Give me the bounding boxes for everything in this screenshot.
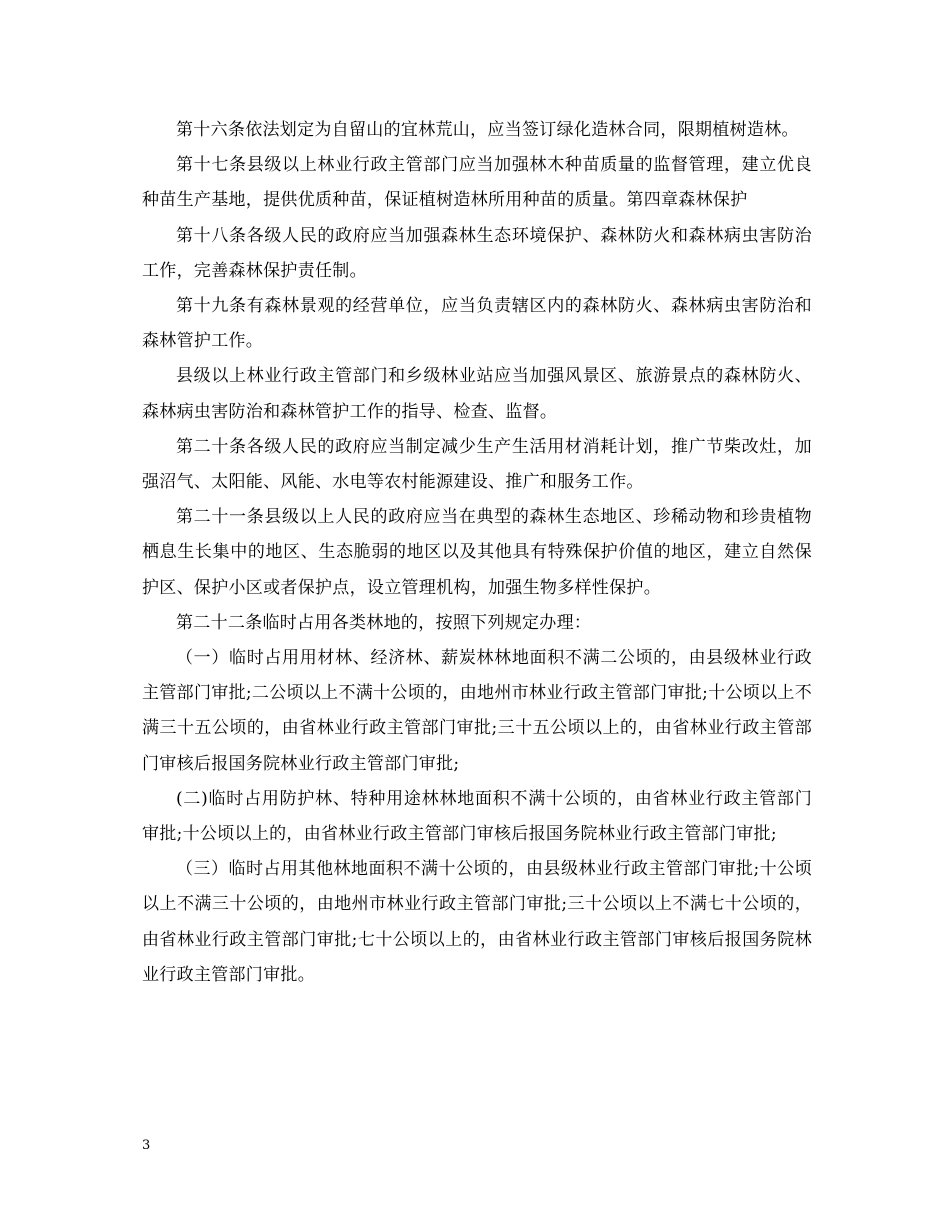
paragraph-article-19-cont: 县级以上林业行政主管部门和乡级林业站应当加强风景区、旅游景点的森林防火、森林病虫害防治和森林管护工作的指导、检查、监督。 bbox=[142, 366, 812, 422]
paragraph-article-22-item-2: (二)临时占用防护林、特种用途林林地面积不满十公顷的，由省林业行政主管部门审批;十公顷以上的，由省林业行政主管部门审核后报国务院林业行政主管部门审批; bbox=[142, 788, 812, 845]
paragraph-article-19: 第十九条有森林景观的经营单位，应当负责辖区内的森林防火、森林病虫害防治和森林管护工作。 bbox=[142, 296, 812, 352]
paragraph-article-22: 第二十二条临时占用各类林地的，按照下列规定办理： bbox=[176, 612, 592, 633]
paragraph-article-16: 第十六条依法划定为自留山的宜林荒山，应当签订绿化造林合同，限期植树造林。 bbox=[176, 120, 799, 140]
paragraph-article-18: 第十八条各级人民的政府应当加强森林生态环境保护、森林防火和森林病虫害防治工作，完善森林保护责任制。 bbox=[142, 225, 812, 281]
paragraph-article-17: 第十七条县级以上林业行政主管部门应当加强林木种苗质量的监督管理，建立优良种苗生产基地，提供优质种苗，保证植树造林所用种苗的质量。第四章森林保护 bbox=[142, 155, 812, 211]
paragraph-article-20: 第二十条各级人民的政府应当制定减少生产生活用材消耗计划，推广节柴改灶，加强沼气、太阳能、风能、水电等农村能源建设、推广和服务工作。 bbox=[142, 436, 812, 493]
paragraph-article-22-item-1: （一）临时占用用材林、经济林、薪炭林林地面积不满二公顷的，由县级林业行政主管部门审批;二公顷以上不满十公顷的，由地州市林业行政主管部门审批;十公顷以上不满三十五公顷的，由省林业行政主管部门审批;三十五公顷以上的，由省林业行政主管部门审核后报国务院林业行政主管部门审批; bbox=[142, 648, 812, 774]
paragraph-article-21: 第二十一条县级以上人民的政府应当在典型的森林生态地区、珍稀动物和珍贵植物栖息生长集中的地区、生态脆弱的地区以及其他具有特殊保护价值的地区，建立自然保护区、保护小区或者保护点，设立管理机构，加强生物多样性保护。 bbox=[142, 507, 812, 598]
page-number: 3 bbox=[142, 1138, 151, 1153]
document-body bbox=[142, 113, 812, 993]
paragraph-article-22-item-3: （三）临时占用其他林地面积不满十公顷的，由县级林业行政主管部门审批;十公顷以上不满三十公顷的，由地州市林业行政主管部门审批;三十公顷以上不满七十公顷的，由省林业行政主管部门审批;七十公顷以上的，由省林业行政主管部门审核后报国务院林业行政主管部门审批。 bbox=[142, 859, 812, 985]
